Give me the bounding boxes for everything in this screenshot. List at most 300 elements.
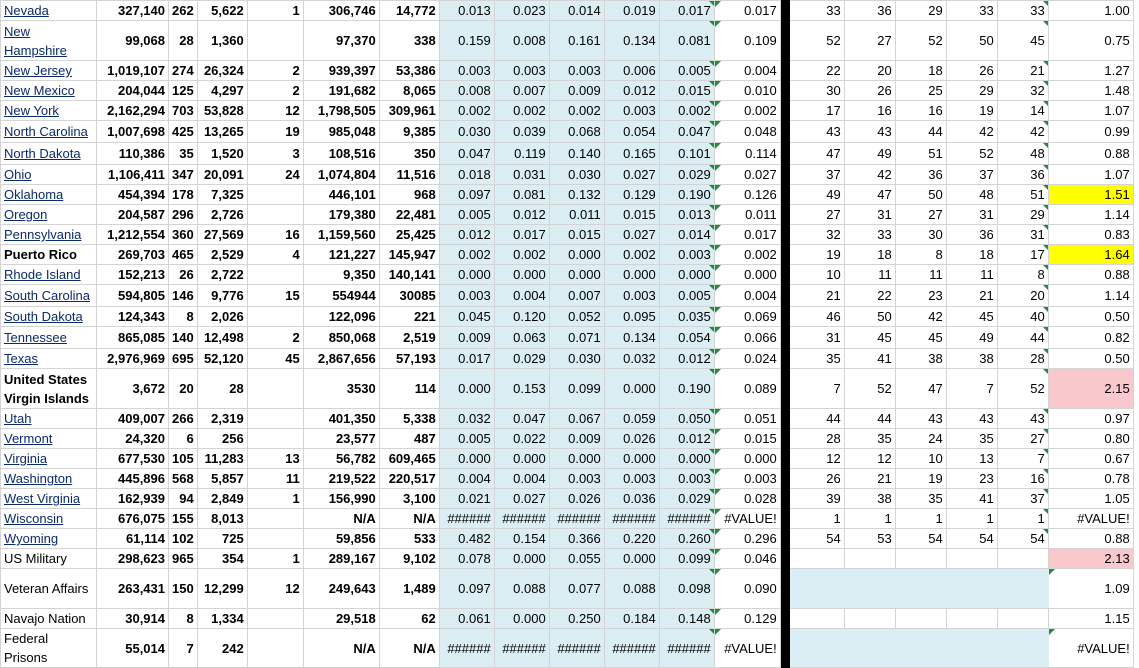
stat-cell-c5[interactable]	[303, 509, 379, 529]
stat-cell-c3[interactable]	[197, 307, 247, 327]
stat-cell-c5[interactable]	[303, 327, 379, 349]
rank-cell[interactable]	[895, 529, 946, 549]
stat-cell-c1[interactable]	[97, 429, 169, 449]
row-name-cell[interactable]	[1, 349, 97, 369]
stat-cell-c6[interactable]	[379, 449, 439, 469]
stat-cell-c5[interactable]	[303, 101, 379, 121]
combined-ratio-cell[interactable]	[714, 429, 780, 449]
row-name-link[interactable]: Oregon	[4, 207, 48, 222]
row-name-cell[interactable]	[1, 609, 97, 629]
stat-cell-c6[interactable]	[379, 205, 439, 225]
stat-cell-c3[interactable]	[197, 185, 247, 205]
rank-cell[interactable]	[789, 609, 844, 629]
ratio-cell[interactable]	[549, 61, 604, 81]
combined-ratio-cell[interactable]	[714, 489, 780, 509]
stat-cell-c4[interactable]	[247, 165, 303, 185]
stat-cell-c6[interactable]	[379, 307, 439, 327]
stat-cell-c5[interactable]	[303, 21, 379, 61]
index-cell[interactable]	[1048, 81, 1133, 101]
row-name-link[interactable]: Virginia	[4, 451, 48, 466]
stat-cell-c4[interactable]	[247, 469, 303, 489]
stat-cell-c4[interactable]	[247, 205, 303, 225]
ratio-cell[interactable]	[494, 205, 549, 225]
stat-cell-c5[interactable]	[303, 265, 379, 285]
rank-cell[interactable]	[997, 609, 1048, 629]
ratio-cell[interactable]	[604, 369, 659, 409]
index-cell[interactable]	[1048, 21, 1133, 61]
rank-cell[interactable]	[946, 349, 997, 369]
rank-cell[interactable]	[844, 369, 895, 409]
rank-cell[interactable]	[997, 509, 1048, 529]
rank-cell[interactable]	[997, 61, 1048, 81]
ratio-cell[interactable]	[604, 165, 659, 185]
index-cell[interactable]	[1048, 549, 1133, 569]
rank-cell[interactable]	[844, 21, 895, 61]
ratio-cell[interactable]	[494, 165, 549, 185]
row-name-link[interactable]: Wisconsin	[4, 511, 64, 526]
row-name-cell[interactable]	[1, 225, 97, 245]
ratio-cell[interactable]	[549, 409, 604, 429]
ratio-cell[interactable]	[604, 121, 659, 143]
rank-cell[interactable]	[997, 143, 1048, 165]
ratio-cell[interactable]	[604, 429, 659, 449]
combined-ratio-cell[interactable]	[714, 245, 780, 265]
ratio-cell[interactable]	[494, 509, 549, 529]
rank-cell[interactable]	[997, 429, 1048, 449]
stat-cell-c1[interactable]	[97, 225, 169, 245]
stat-cell-c4[interactable]	[247, 509, 303, 529]
rank-cell[interactable]	[946, 569, 997, 609]
stat-cell-c3[interactable]	[197, 469, 247, 489]
rank-cell[interactable]	[997, 165, 1048, 185]
stat-cell-c4[interactable]	[247, 327, 303, 349]
rank-cell[interactable]	[789, 245, 844, 265]
stat-cell-c3[interactable]	[197, 1, 247, 21]
row-name-cell[interactable]	[1, 327, 97, 349]
stat-cell-c6[interactable]	[379, 101, 439, 121]
ratio-cell[interactable]	[549, 569, 604, 609]
combined-ratio-cell[interactable]	[714, 285, 780, 307]
ratio-cell[interactable]	[494, 185, 549, 205]
rank-cell[interactable]	[844, 629, 895, 668]
rank-cell[interactable]	[946, 121, 997, 143]
ratio-cell[interactable]	[604, 489, 659, 509]
row-name-cell[interactable]	[1, 409, 97, 429]
ratio-cell[interactable]	[439, 529, 494, 549]
rank-cell[interactable]	[895, 369, 946, 409]
row-name-link[interactable]: Washington	[4, 471, 73, 486]
stat-cell-c3[interactable]	[197, 429, 247, 449]
ratio-cell[interactable]	[604, 449, 659, 469]
ratio-cell[interactable]	[659, 285, 714, 307]
ratio-cell[interactable]	[439, 449, 494, 469]
stat-cell-c1[interactable]	[97, 369, 169, 409]
rank-cell[interactable]	[844, 469, 895, 489]
row-name-cell[interactable]	[1, 429, 97, 449]
stat-cell-c5[interactable]	[303, 629, 379, 668]
row-name-cell[interactable]	[1, 21, 97, 61]
stat-cell-c3[interactable]	[197, 549, 247, 569]
ratio-cell[interactable]	[494, 285, 549, 307]
stat-cell-c6[interactable]	[379, 285, 439, 307]
ratio-cell[interactable]	[494, 121, 549, 143]
stat-cell-c1[interactable]	[97, 629, 169, 668]
stat-cell-c6[interactable]	[379, 327, 439, 349]
rank-cell[interactable]	[789, 409, 844, 429]
rank-cell[interactable]	[844, 307, 895, 327]
rank-cell[interactable]	[997, 469, 1048, 489]
ratio-cell[interactable]	[439, 185, 494, 205]
stat-cell-c3[interactable]	[197, 21, 247, 61]
stat-cell-c3[interactable]	[197, 121, 247, 143]
ratio-cell[interactable]	[604, 285, 659, 307]
ratio-cell[interactable]	[659, 449, 714, 469]
row-name-cell[interactable]	[1, 185, 97, 205]
row-name-link[interactable]: New York	[4, 103, 59, 118]
rank-cell[interactable]	[789, 1, 844, 21]
index-cell[interactable]	[1048, 1, 1133, 21]
stat-cell-c3[interactable]	[197, 629, 247, 668]
rank-cell[interactable]	[997, 1, 1048, 21]
ratio-cell[interactable]	[439, 327, 494, 349]
stat-cell-c1[interactable]	[97, 509, 169, 529]
rank-cell[interactable]	[789, 429, 844, 449]
stat-cell-c5[interactable]	[303, 549, 379, 569]
rank-cell[interactable]	[844, 185, 895, 205]
row-name-link[interactable]: South Carolina	[4, 288, 90, 303]
row-name-link[interactable]: Wyoming	[4, 531, 59, 546]
stat-cell-c6[interactable]	[379, 529, 439, 549]
combined-ratio-cell[interactable]	[714, 569, 780, 609]
rank-cell[interactable]	[895, 121, 946, 143]
stat-cell-c3[interactable]	[197, 609, 247, 629]
ratio-cell[interactable]	[494, 307, 549, 327]
index-cell[interactable]	[1048, 143, 1133, 165]
ratio-cell[interactable]	[494, 489, 549, 509]
rank-cell[interactable]	[844, 1, 895, 21]
stat-cell-c5[interactable]	[303, 307, 379, 327]
rank-cell[interactable]	[997, 369, 1048, 409]
rank-cell[interactable]	[946, 265, 997, 285]
rank-cell[interactable]	[895, 327, 946, 349]
ratio-cell[interactable]	[659, 101, 714, 121]
index-cell[interactable]	[1048, 205, 1133, 225]
ratio-cell[interactable]	[439, 245, 494, 265]
rank-cell[interactable]	[895, 469, 946, 489]
stat-cell-c5[interactable]	[303, 1, 379, 21]
ratio-cell[interactable]	[549, 1, 604, 21]
ratio-cell[interactable]	[494, 549, 549, 569]
stat-cell-c5[interactable]	[303, 409, 379, 429]
ratio-cell[interactable]	[439, 429, 494, 449]
rank-cell[interactable]	[789, 121, 844, 143]
stat-cell-c4[interactable]	[247, 265, 303, 285]
ratio-cell[interactable]	[659, 369, 714, 409]
stat-cell-c5[interactable]	[303, 245, 379, 265]
ratio-cell[interactable]	[659, 205, 714, 225]
stat-cell-c6[interactable]	[379, 61, 439, 81]
stat-cell-c6[interactable]	[379, 225, 439, 245]
ratio-cell[interactable]	[549, 307, 604, 327]
stat-cell-c4[interactable]	[247, 349, 303, 369]
rank-cell[interactable]	[895, 409, 946, 429]
ratio-cell[interactable]	[659, 429, 714, 449]
combined-ratio-cell[interactable]	[714, 549, 780, 569]
ratio-cell[interactable]	[549, 265, 604, 285]
stat-cell-c2[interactable]	[169, 509, 198, 529]
rank-cell[interactable]	[789, 101, 844, 121]
rank-cell[interactable]	[844, 409, 895, 429]
ratio-cell[interactable]	[549, 101, 604, 121]
combined-ratio-cell[interactable]	[714, 21, 780, 61]
ratio-cell[interactable]	[549, 121, 604, 143]
rank-cell[interactable]	[844, 81, 895, 101]
ratio-cell[interactable]	[659, 327, 714, 349]
row-name-link[interactable]: Pennsylvania	[4, 227, 82, 242]
rank-cell[interactable]	[789, 469, 844, 489]
ratio-cell[interactable]	[439, 225, 494, 245]
rank-cell[interactable]	[946, 409, 997, 429]
rank-cell[interactable]	[997, 489, 1048, 509]
rank-cell[interactable]	[789, 349, 844, 369]
ratio-cell[interactable]	[439, 101, 494, 121]
stat-cell-c1[interactable]	[97, 349, 169, 369]
stat-cell-c5[interactable]	[303, 225, 379, 245]
rank-cell[interactable]	[997, 569, 1048, 609]
stat-cell-c6[interactable]	[379, 469, 439, 489]
stat-cell-c3[interactable]	[197, 349, 247, 369]
stat-cell-c5[interactable]	[303, 609, 379, 629]
rank-cell[interactable]	[895, 489, 946, 509]
row-name-link[interactable]: Nevada	[4, 3, 49, 18]
row-name-link[interactable]: New Jersey	[4, 63, 72, 78]
stat-cell-c5[interactable]	[303, 81, 379, 101]
ratio-cell[interactable]	[494, 225, 549, 245]
rank-cell[interactable]	[946, 327, 997, 349]
stat-cell-c4[interactable]	[247, 429, 303, 449]
stat-cell-c6[interactable]	[379, 143, 439, 165]
stat-cell-c4[interactable]	[247, 21, 303, 61]
index-cell[interactable]	[1048, 185, 1133, 205]
rank-cell[interactable]	[895, 265, 946, 285]
rank-cell[interactable]	[895, 1, 946, 21]
ratio-cell[interactable]	[659, 185, 714, 205]
rank-cell[interactable]	[789, 529, 844, 549]
row-name-link[interactable]: New Hampshire	[4, 23, 67, 58]
row-name-cell[interactable]	[1, 61, 97, 81]
rank-cell[interactable]	[946, 529, 997, 549]
stat-cell-c3[interactable]	[197, 327, 247, 349]
row-name-cell[interactable]	[1, 369, 97, 409]
ratio-cell[interactable]	[604, 569, 659, 609]
ratio-cell[interactable]	[549, 489, 604, 509]
ratio-cell[interactable]	[439, 205, 494, 225]
rank-cell[interactable]	[895, 21, 946, 61]
stat-cell-c6[interactable]	[379, 369, 439, 409]
ratio-cell[interactable]	[439, 469, 494, 489]
ratio-cell[interactable]	[604, 409, 659, 429]
rank-cell[interactable]	[946, 469, 997, 489]
stat-cell-c5[interactable]	[303, 449, 379, 469]
stat-cell-c1[interactable]	[97, 21, 169, 61]
ratio-cell[interactable]	[549, 81, 604, 101]
rank-cell[interactable]	[844, 121, 895, 143]
ratio-cell[interactable]	[439, 609, 494, 629]
ratio-cell[interactable]	[659, 569, 714, 609]
rank-cell[interactable]	[844, 449, 895, 469]
row-name-cell[interactable]	[1, 121, 97, 143]
combined-ratio-cell[interactable]	[714, 143, 780, 165]
ratio-cell[interactable]	[494, 143, 549, 165]
row-name-cell[interactable]	[1, 449, 97, 469]
ratio-cell[interactable]	[659, 489, 714, 509]
stat-cell-c2[interactable]	[169, 165, 198, 185]
stat-cell-c1[interactable]	[97, 409, 169, 429]
stat-cell-c1[interactable]	[97, 609, 169, 629]
rank-cell[interactable]	[895, 285, 946, 307]
index-cell[interactable]	[1048, 369, 1133, 409]
rank-cell[interactable]	[997, 529, 1048, 549]
stat-cell-c2[interactable]	[169, 327, 198, 349]
row-name-cell[interactable]	[1, 569, 97, 609]
ratio-cell[interactable]	[439, 265, 494, 285]
stat-cell-c5[interactable]	[303, 469, 379, 489]
stat-cell-c3[interactable]	[197, 205, 247, 225]
ratio-cell[interactable]	[549, 349, 604, 369]
rank-cell[interactable]	[789, 61, 844, 81]
stat-cell-c1[interactable]	[97, 569, 169, 609]
stat-cell-c6[interactable]	[379, 165, 439, 185]
stat-cell-c2[interactable]	[169, 369, 198, 409]
index-cell[interactable]	[1048, 429, 1133, 449]
row-name-link[interactable]: Utah	[4, 411, 32, 426]
ratio-cell[interactable]	[604, 549, 659, 569]
stat-cell-c4[interactable]	[247, 369, 303, 409]
combined-ratio-cell[interactable]	[714, 165, 780, 185]
stat-cell-c5[interactable]	[303, 143, 379, 165]
stat-cell-c6[interactable]	[379, 629, 439, 668]
rank-cell[interactable]	[844, 101, 895, 121]
stat-cell-c5[interactable]	[303, 185, 379, 205]
stat-cell-c3[interactable]	[197, 265, 247, 285]
combined-ratio-cell[interactable]	[714, 509, 780, 529]
row-name-link[interactable]: New Mexico	[4, 83, 75, 98]
rank-cell[interactable]	[789, 81, 844, 101]
rank-cell[interactable]	[997, 285, 1048, 307]
rank-cell[interactable]	[946, 205, 997, 225]
stat-cell-c2[interactable]	[169, 469, 198, 489]
ratio-cell[interactable]	[659, 1, 714, 21]
rank-cell[interactable]	[895, 349, 946, 369]
stat-cell-c2[interactable]	[169, 121, 198, 143]
stat-cell-c2[interactable]	[169, 245, 198, 265]
index-cell[interactable]	[1048, 449, 1133, 469]
rank-cell[interactable]	[997, 121, 1048, 143]
stat-cell-c6[interactable]	[379, 489, 439, 509]
rank-cell[interactable]	[997, 21, 1048, 61]
ratio-cell[interactable]	[439, 629, 494, 668]
ratio-cell[interactable]	[494, 449, 549, 469]
rank-cell[interactable]	[946, 449, 997, 469]
stat-cell-c2[interactable]	[169, 205, 198, 225]
ratio-cell[interactable]	[549, 549, 604, 569]
combined-ratio-cell[interactable]	[714, 1, 780, 21]
ratio-cell[interactable]	[549, 629, 604, 668]
stat-cell-c5[interactable]	[303, 165, 379, 185]
ratio-cell[interactable]	[659, 629, 714, 668]
ratio-cell[interactable]	[439, 21, 494, 61]
stat-cell-c4[interactable]	[247, 569, 303, 609]
stat-cell-c1[interactable]	[97, 245, 169, 265]
ratio-cell[interactable]	[549, 285, 604, 307]
ratio-cell[interactable]	[659, 61, 714, 81]
stat-cell-c6[interactable]	[379, 549, 439, 569]
ratio-cell[interactable]	[549, 327, 604, 349]
stat-cell-c6[interactable]	[379, 409, 439, 429]
stat-cell-c3[interactable]	[197, 101, 247, 121]
stat-cell-c1[interactable]	[97, 469, 169, 489]
ratio-cell[interactable]	[439, 489, 494, 509]
ratio-cell[interactable]	[439, 549, 494, 569]
stat-cell-c1[interactable]	[97, 307, 169, 327]
stat-cell-c4[interactable]	[247, 81, 303, 101]
row-name-cell[interactable]	[1, 509, 97, 529]
ratio-cell[interactable]	[549, 429, 604, 449]
rank-cell[interactable]	[895, 549, 946, 569]
stat-cell-c4[interactable]	[247, 143, 303, 165]
ratio-cell[interactable]	[494, 569, 549, 609]
rank-cell[interactable]	[844, 429, 895, 449]
ratio-cell[interactable]	[549, 143, 604, 165]
ratio-cell[interactable]	[604, 509, 659, 529]
ratio-cell[interactable]	[494, 101, 549, 121]
stat-cell-c5[interactable]	[303, 369, 379, 409]
stat-cell-c4[interactable]	[247, 101, 303, 121]
rank-cell[interactable]	[789, 285, 844, 307]
ratio-cell[interactable]	[659, 549, 714, 569]
rank-cell[interactable]	[895, 629, 946, 668]
row-name-link[interactable]: Ohio	[4, 167, 32, 182]
stat-cell-c5[interactable]	[303, 285, 379, 307]
ratio-cell[interactable]	[439, 409, 494, 429]
ratio-cell[interactable]	[659, 609, 714, 629]
stat-cell-c2[interactable]	[169, 21, 198, 61]
rank-cell[interactable]	[895, 185, 946, 205]
rank-cell[interactable]	[844, 225, 895, 245]
stat-cell-c4[interactable]	[247, 307, 303, 327]
index-cell[interactable]	[1048, 509, 1133, 529]
stat-cell-c3[interactable]	[197, 369, 247, 409]
rank-cell[interactable]	[844, 265, 895, 285]
ratio-cell[interactable]	[659, 21, 714, 61]
rank-cell[interactable]	[946, 629, 997, 668]
rank-cell[interactable]	[844, 489, 895, 509]
ratio-cell[interactable]	[549, 509, 604, 529]
ratio-cell[interactable]	[604, 349, 659, 369]
rank-cell[interactable]	[997, 629, 1048, 668]
stat-cell-c6[interactable]	[379, 265, 439, 285]
combined-ratio-cell[interactable]	[714, 449, 780, 469]
rank-cell[interactable]	[844, 205, 895, 225]
stat-cell-c2[interactable]	[169, 529, 198, 549]
stat-cell-c5[interactable]	[303, 429, 379, 449]
row-name-link[interactable]: Texas	[4, 351, 38, 366]
ratio-cell[interactable]	[659, 509, 714, 529]
ratio-cell[interactable]	[659, 143, 714, 165]
ratio-cell[interactable]	[549, 165, 604, 185]
stat-cell-c2[interactable]	[169, 307, 198, 327]
ratio-cell[interactable]	[494, 21, 549, 61]
